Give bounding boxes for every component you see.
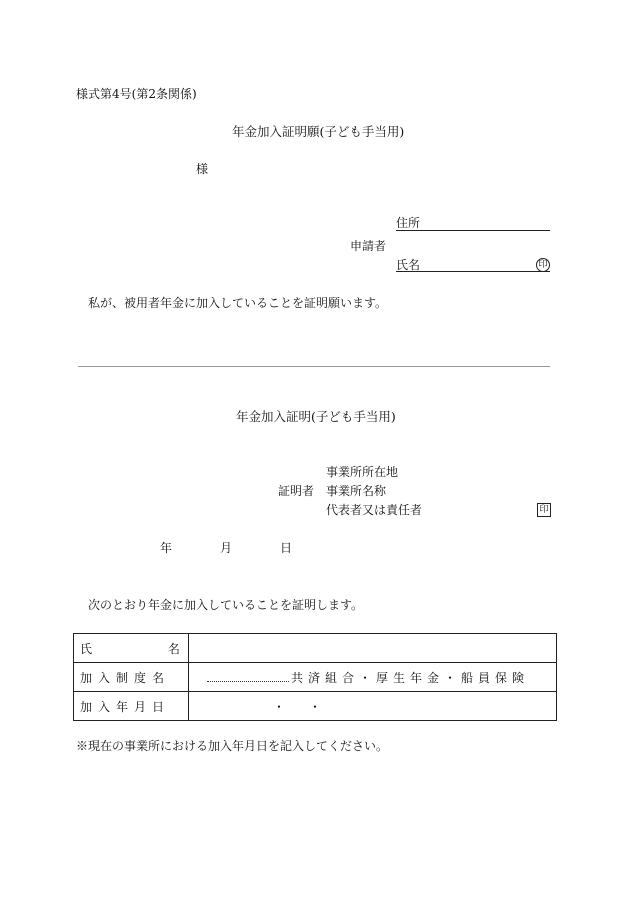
date-separator: ・ <box>273 700 286 714</box>
name-row-label <box>74 634 189 663</box>
pension-system-blank[interactable] <box>207 671 289 682</box>
seal-icon: 印 <box>536 258 550 272</box>
table-row <box>74 663 557 692</box>
enrollment-date-label: 加入年月日 <box>80 699 171 714</box>
applicant-label: 申請者 <box>350 239 387 253</box>
request-title: 年金加入証明願(子ども手当用) <box>232 124 405 139</box>
name-label-a: 氏 <box>80 641 93 656</box>
name-line[interactable] <box>396 271 550 272</box>
name-label: 氏名 <box>396 258 421 272</box>
pension-system-label-cell <box>74 663 189 692</box>
certificate-title: 年金加入証明(子ども手当用) <box>236 409 396 424</box>
pension-system-options: 共済組合・厚生年金・船員保険 <box>291 670 530 685</box>
form-number: 様式第4号(第2条関係) <box>76 87 197 101</box>
addressee-suffix: 様 <box>196 162 209 176</box>
name-label-b: 名 <box>167 641 180 656</box>
date-year-label: 年 <box>160 541 173 555</box>
certificate-table <box>73 633 557 721</box>
table-row <box>74 692 557 721</box>
name-value-cell[interactable] <box>189 634 557 663</box>
office-name-label: 事業所名称 <box>326 484 387 498</box>
date-separator: ・ <box>309 700 322 714</box>
seal-icon: 印 <box>537 503 551 517</box>
date-month-label: 月 <box>220 541 233 555</box>
date-day-label: 日 <box>280 541 293 555</box>
office-location-label: 事業所所在地 <box>326 465 399 479</box>
footnote: ※現在の事業所における加入年月日を記入してください。 <box>76 739 389 753</box>
certificate-body-text: 次のとおり年金に加入していることを証明します。 <box>88 598 364 612</box>
enrollment-date-label-cell <box>74 692 189 721</box>
address-label: 住所 <box>396 216 421 230</box>
representative-label: 代表者又は責任者 <box>326 503 423 517</box>
pension-system-value-cell[interactable] <box>189 663 557 692</box>
request-body-text: 私が、被用者年金に加入していることを証明願います。 <box>88 296 388 310</box>
address-line[interactable] <box>396 230 550 231</box>
table-row <box>74 634 557 663</box>
section-divider <box>78 366 550 367</box>
certifier-label: 証明者 <box>278 484 315 498</box>
pension-system-label: 加入制度名 <box>80 670 171 685</box>
enrollment-date-value-cell[interactable] <box>189 692 557 721</box>
